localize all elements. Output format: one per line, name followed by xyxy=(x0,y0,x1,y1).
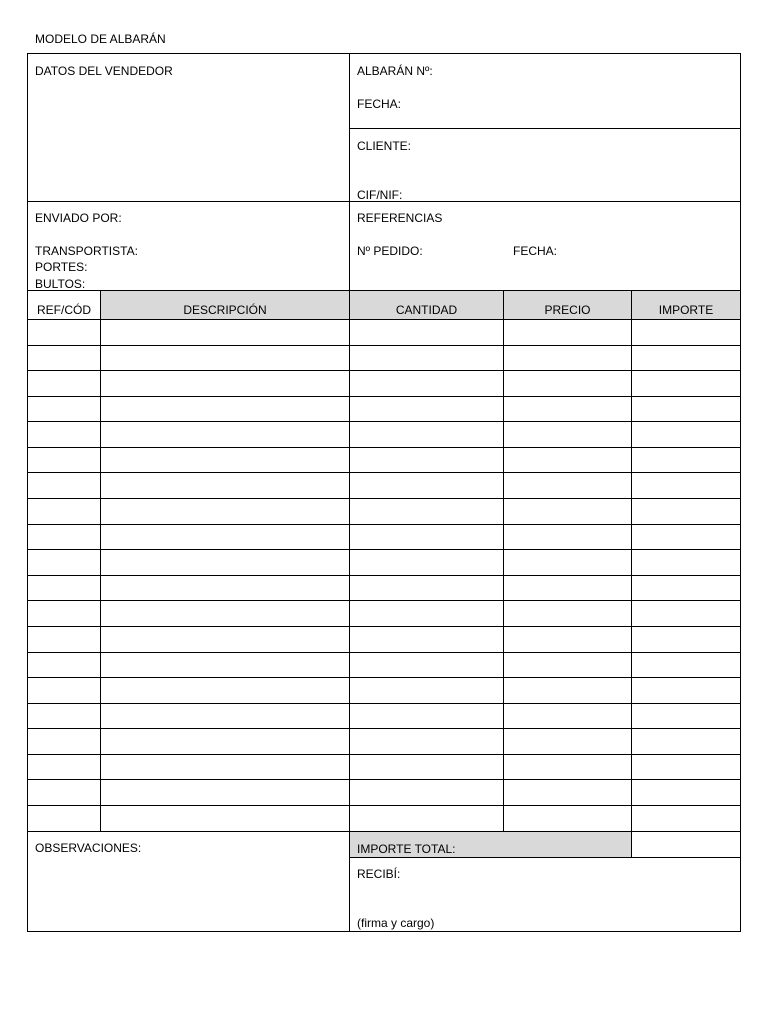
document-title: MODELO DE ALBARÁN xyxy=(35,32,166,46)
header-amount: IMPORTE xyxy=(658,303,714,317)
references-label: REFERENCIAS xyxy=(357,211,443,225)
seller-label: DATOS DEL VENDEDOR xyxy=(35,64,173,78)
header-quantity: CANTIDAD xyxy=(395,303,458,317)
header-price: PRECIO xyxy=(544,303,591,317)
invoice-number-label: ALBARÁN Nº: xyxy=(357,64,433,78)
signature-label: (firma y cargo) xyxy=(357,916,435,930)
total-amount-label: IMPORTE TOTAL: xyxy=(357,842,456,856)
sent-by-label: ENVIADO POR: xyxy=(35,211,122,225)
header-ref-code: REF/CÓD xyxy=(37,303,91,317)
received-label: RECIBÍ: xyxy=(357,867,401,881)
order-number-label: Nº PEDIDO: xyxy=(357,244,423,258)
observations-label: OBSERVACIONES: xyxy=(35,841,142,855)
tax-id-label: CIF/NIF: xyxy=(357,188,403,202)
reference-date-label: FECHA: xyxy=(513,244,558,258)
header-description: DESCRIPCIÓN xyxy=(183,303,267,317)
packages-label: BULTOS: xyxy=(35,277,86,291)
freight-label: PORTES: xyxy=(35,260,88,274)
carrier-label: TRANSPORTISTA: xyxy=(35,244,138,258)
invoice-date-label: FECHA: xyxy=(357,97,402,111)
client-label: CLIENTE: xyxy=(357,139,412,153)
